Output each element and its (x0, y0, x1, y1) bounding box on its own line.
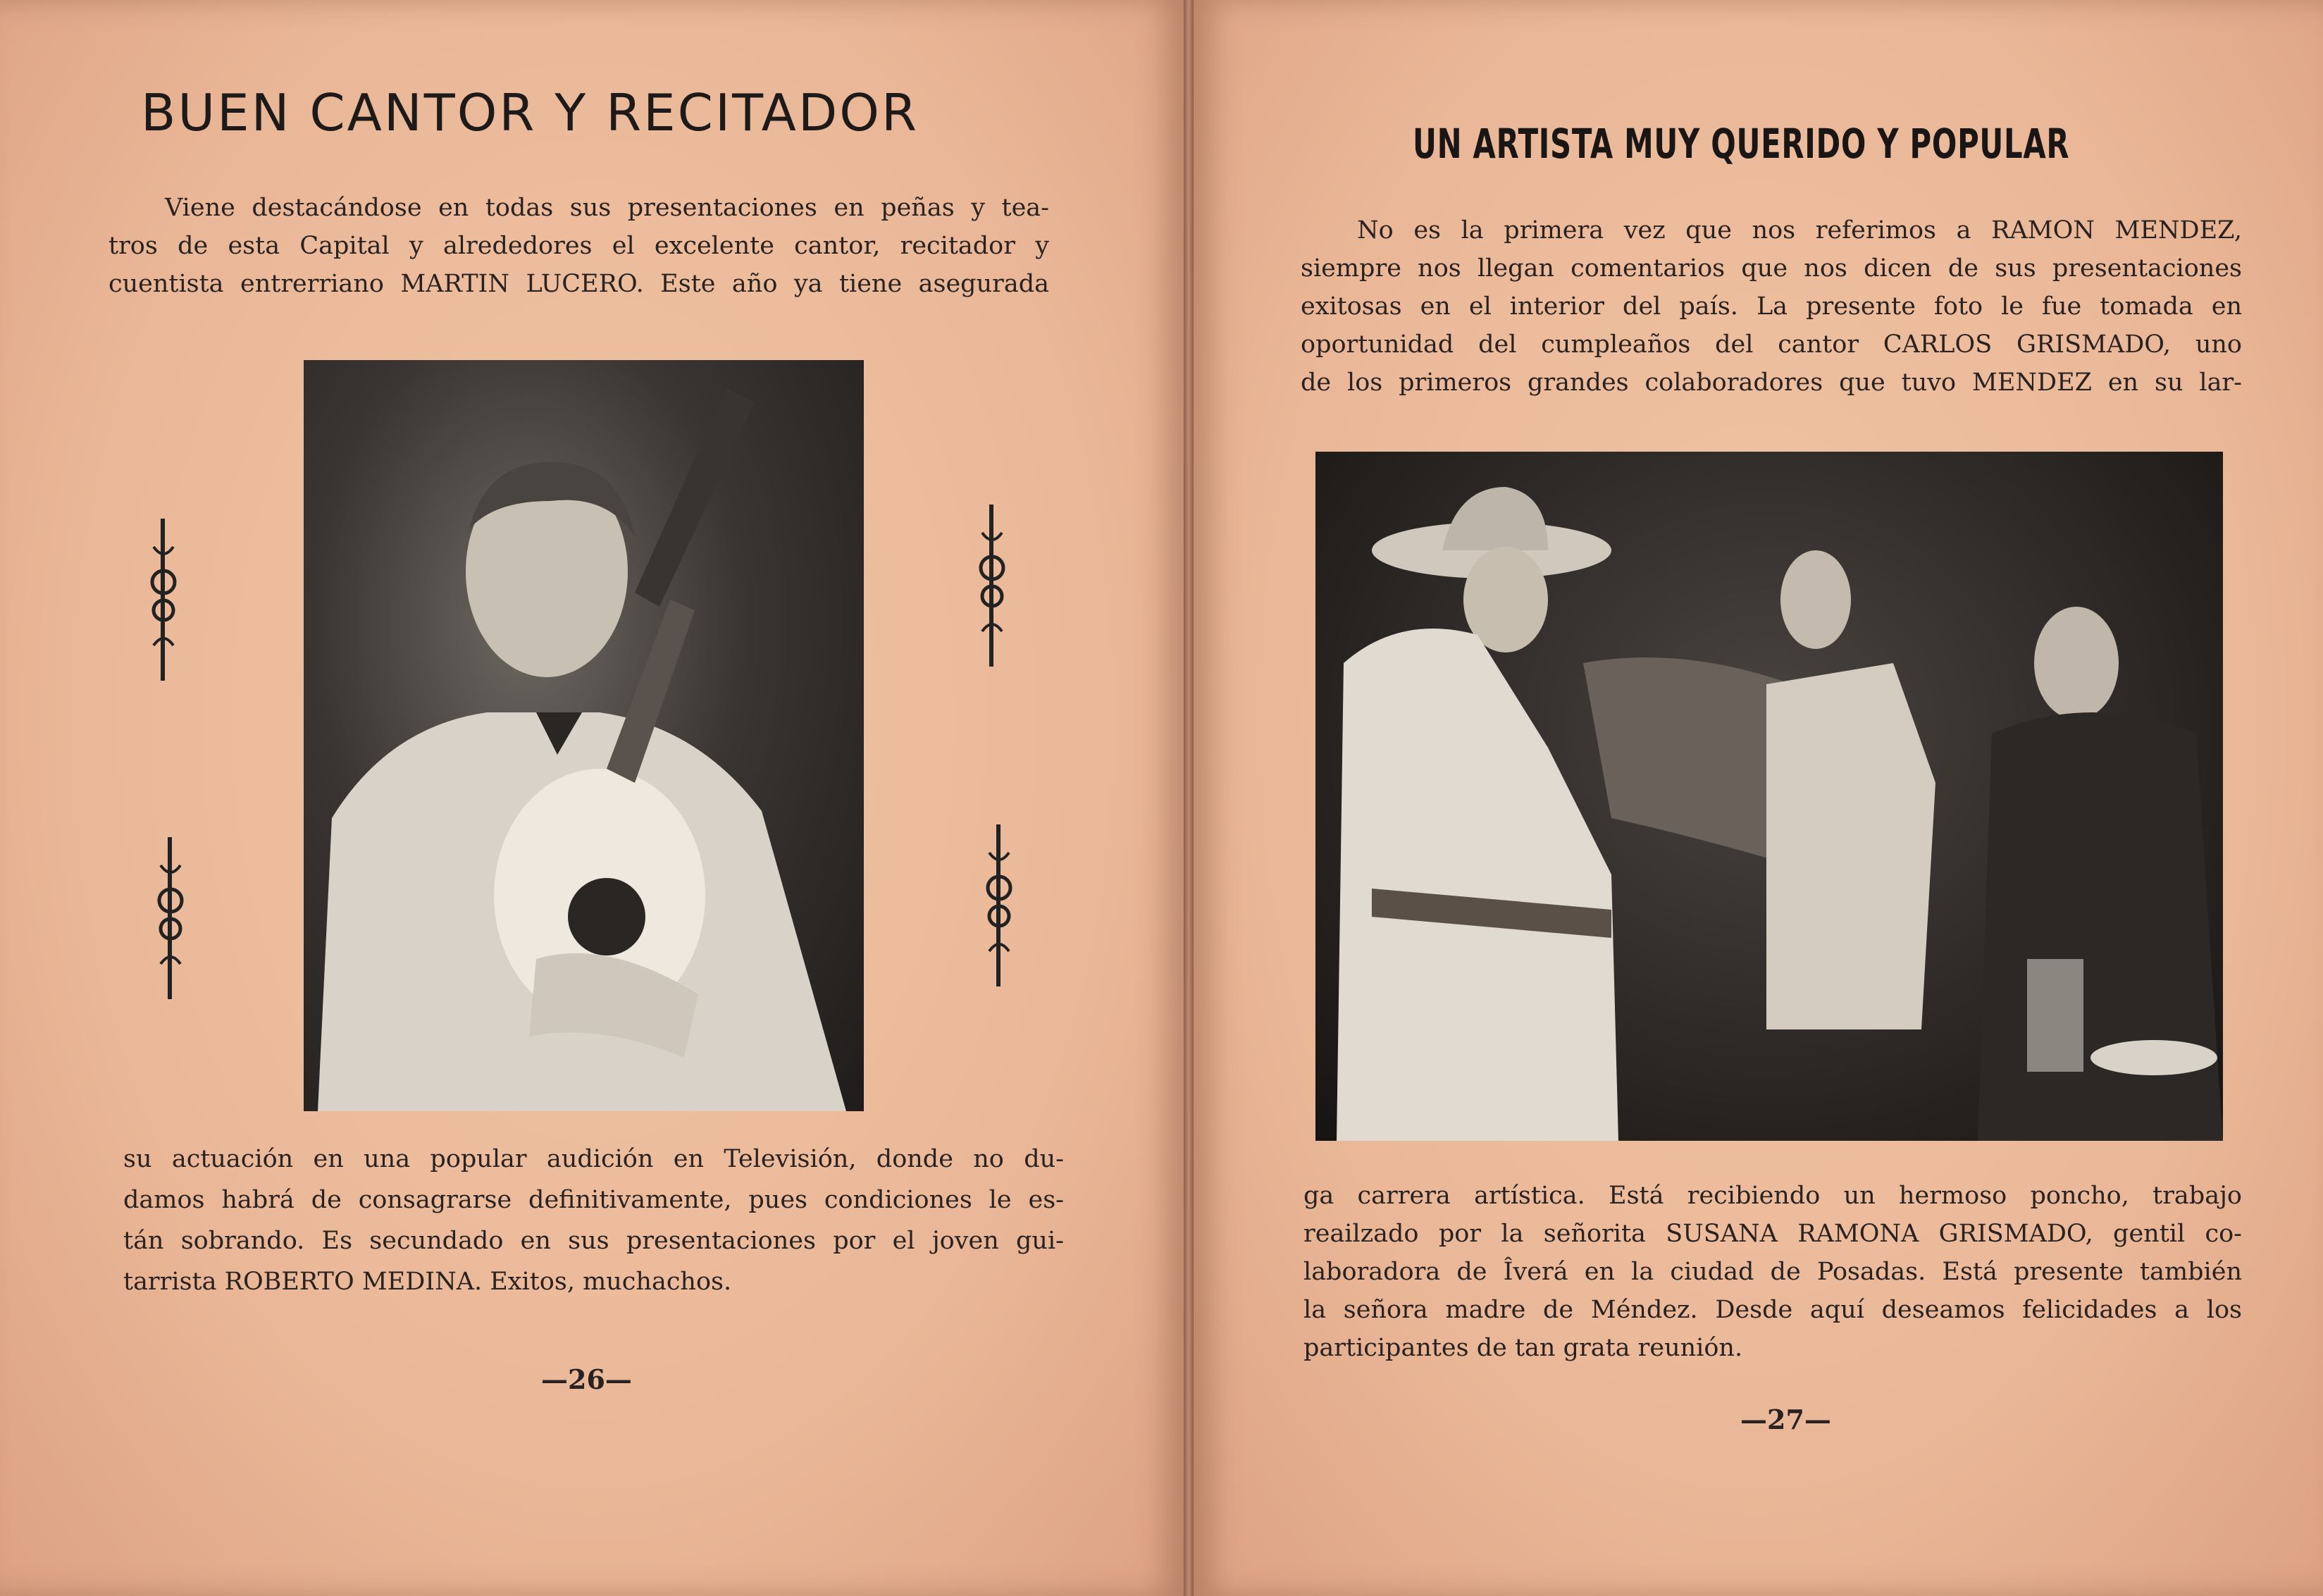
floral-ornament-icon (985, 824, 1013, 986)
text-line: No es la primera vez que nos referimos a RAMON MENDEZ, (1357, 216, 2242, 245)
group-photo-illustration (1315, 452, 2223, 1141)
floral-ornament-icon (978, 505, 1006, 667)
page-number-right: —27— (1740, 1404, 1831, 1435)
text-line: cuentista entrerriano MARTIN LUCERO. Este año ya tiene asegurada (109, 270, 1049, 298)
text-line: damos habrá de consagrarse definitivamente, pues condiciones le es- (123, 1186, 1064, 1214)
text-line: ga carrera artística. Está recibiendo un hermoso poncho, trabajo (1303, 1182, 2242, 1210)
photo-ramon-mendez (1315, 452, 2223, 1141)
right-page-title: UN ARTISTA MUY QUERIDO Y POPULAR (1413, 120, 2070, 168)
text-line: exitosas en el interior del país. La presente foto le fue tomada en (1301, 292, 2242, 321)
text-line: participantes de tan grata reunión. (1303, 1334, 1743, 1362)
text-line: oportunidad del cumpleaños del cantor CARLOS GRISMADO, uno (1301, 330, 2242, 359)
photo-martin-lucero (304, 360, 864, 1111)
text-line: de los primeros grandes colaboradores que tuvo MENDEZ en su lar- (1301, 369, 2242, 397)
text-line: tros de esta Capital y alrededores el excelente cantor, recitador y (109, 232, 1049, 260)
text-line: la señora madre de Méndez. Desde aquí deseamos felicidades a los (1303, 1296, 2242, 1324)
floral-ornament-icon (149, 519, 178, 681)
left-body-paragraph (123, 1147, 1064, 1308)
floral-ornament-icon (156, 837, 185, 999)
guitarist-photo-illustration (304, 360, 864, 1111)
left-intro-paragraph (109, 196, 1049, 310)
page-number-left: —26— (541, 1363, 632, 1395)
text-line: su actuación en una popular audición en Televisión, donde no du- (123, 1145, 1064, 1173)
text-line: tán sobrando. Es secundado en sus presentaciones por el joven gui- (123, 1227, 1064, 1255)
text-line: laboradora de Îverá en la ciudad de Posadas. Está presente también (1303, 1258, 2242, 1286)
left-page-title: BUEN CANTOR Y RECITADOR (141, 83, 919, 142)
text-line: reailzado por la señorita SUSANA RAMONA GRISMADO, gentil co- (1303, 1220, 2242, 1248)
book-spine (1184, 0, 1194, 1596)
text-line: siempre nos llegan comentarios que nos dicen de sus presentaciones (1301, 254, 2242, 283)
text-line: tarrista ROBERTO MEDINA. Exitos, muchachos. (123, 1268, 732, 1296)
right-body-paragraph (1303, 1184, 2242, 1374)
text-line: Viene destacándose en todas sus presentaciones en peñas y tea- (165, 194, 1049, 222)
right-intro-paragraph (1301, 218, 2242, 409)
